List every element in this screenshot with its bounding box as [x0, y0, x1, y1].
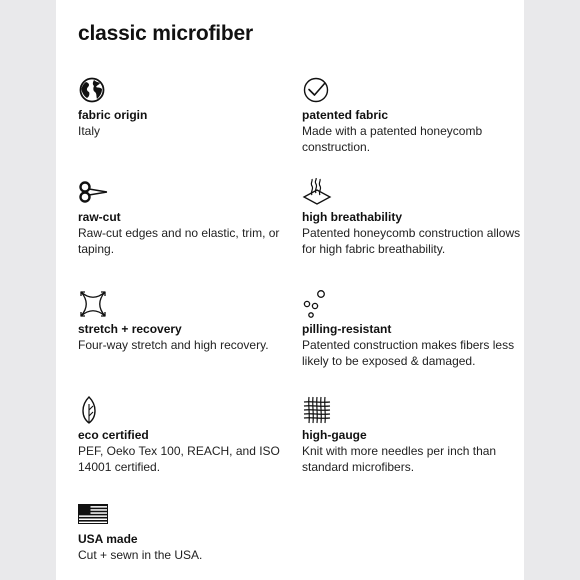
feature-description: Cut + sewn in the USA.: [78, 548, 203, 562]
feature-name: high breathability: [302, 210, 403, 224]
feature-name: high-gauge: [302, 428, 367, 442]
globe-icon: [78, 76, 108, 104]
stretch-arrows-icon: [78, 290, 108, 318]
check-circle-icon: [302, 76, 332, 104]
feature-name: stretch + recovery: [78, 322, 182, 336]
feature-name: USA made: [78, 532, 138, 546]
bubbles-icon: [302, 290, 332, 318]
feature-high-breathability: [302, 178, 522, 257]
feature-description: Four-way stretch and high recovery.: [78, 338, 269, 352]
feature-description: Patented honeycomb construction allows for high fabric breathability.: [302, 226, 521, 256]
feature-description: Patented construction makes fibers less likely to be exposed & damaged.: [302, 338, 515, 368]
feature-high-gauge: [302, 396, 522, 475]
page-title: classic microfiber: [78, 22, 253, 45]
feature-description: Raw-cut edges and no elastic, trim, or taping.: [78, 226, 280, 256]
feature-name: eco certified: [78, 428, 149, 442]
feature-usa-made: [78, 500, 298, 563]
leaf-icon: [78, 396, 108, 424]
feature-name: fabric origin: [78, 108, 148, 122]
feature-patented-fabric: [302, 76, 522, 155]
feature-name: raw-cut: [78, 210, 121, 224]
feature-raw-cut: [78, 178, 298, 257]
feature-name: patented fabric: [302, 108, 389, 122]
breathability-icon: [302, 178, 332, 206]
feature-description: Italy: [78, 124, 101, 138]
feature-description: Made with a patented honeycomb construction.: [302, 124, 483, 154]
feature-eco-certified: [78, 396, 298, 475]
feature-description: Knit with more needles per inch than standard microfibers.: [302, 444, 497, 474]
feature-name: pilling-resistant: [302, 322, 392, 336]
feature-stretch-recovery: [78, 290, 298, 353]
knit-grid-icon: [302, 396, 332, 424]
feature-fabric-origin: [78, 76, 298, 139]
scissors-icon: [78, 178, 108, 206]
feature-pilling-resistant: [302, 290, 522, 369]
feature-description: PEF, Oeko Tex 100, REACH, and ISO 14001 certified.: [78, 444, 280, 474]
content-card: [56, 0, 524, 580]
us-flag-icon: [78, 500, 108, 528]
